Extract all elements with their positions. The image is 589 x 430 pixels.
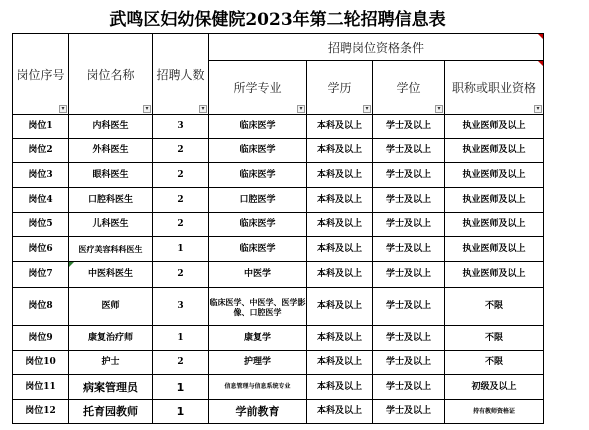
- cell-edu[interactable]: 本科及以上: [307, 188, 373, 213]
- cell-qual[interactable]: 不限: [445, 288, 544, 326]
- cell-count[interactable]: 1: [153, 375, 209, 400]
- table-row[interactable]: [13, 400, 544, 424]
- table-row[interactable]: [13, 139, 544, 163]
- table-row[interactable]: [13, 163, 544, 188]
- header-count[interactable]: 招聘人数 ▾: [153, 34, 209, 115]
- cell-edu[interactable]: 本科及以上: [307, 213, 373, 237]
- cell-qual[interactable]: 不限: [445, 351, 544, 375]
- cell-major[interactable]: 信息管理与信息系统专业: [209, 375, 307, 400]
- cell-major[interactable]: 临床医学、中医学、医学影像、口腔医学: [209, 288, 307, 326]
- comment-marker-icon: [538, 34, 543, 39]
- cell-major[interactable]: 临床医学: [209, 139, 307, 163]
- cell-pos-name[interactable]: 口腔科医生: [69, 188, 153, 213]
- cell-edu[interactable]: 本科及以上: [307, 237, 373, 262]
- cell-qual[interactable]: 不限: [445, 326, 544, 351]
- cell-count[interactable]: 1: [153, 400, 209, 424]
- cell-count[interactable]: 2: [153, 351, 209, 375]
- cell-major[interactable]: 护理学: [209, 351, 307, 375]
- cell-pos-no[interactable]: 岗位1: [13, 115, 69, 139]
- cell-degree[interactable]: 学士及以上: [373, 139, 445, 163]
- cell-qual[interactable]: 执业医师及以上: [445, 262, 544, 288]
- cell-major[interactable]: 康复学: [209, 326, 307, 351]
- header-pos-no[interactable]: 岗位序号 ▾: [13, 34, 69, 115]
- cell-pos-no[interactable]: 岗位4: [13, 188, 69, 213]
- cell-pos-name[interactable]: 托育园教师: [69, 400, 153, 424]
- table-row[interactable]: [13, 288, 544, 326]
- filter-dropdown-icon[interactable]: ▾: [534, 105, 542, 113]
- table-row[interactable]: [13, 351, 544, 375]
- cell-qual[interactable]: 执业医师及以上: [445, 188, 544, 213]
- cell-degree[interactable]: 学士及以上: [373, 163, 445, 188]
- cell-pos-no[interactable]: 岗位8: [13, 288, 69, 326]
- cell-degree[interactable]: 学士及以上: [373, 288, 445, 326]
- header-edu[interactable]: 学历 ▾: [307, 61, 373, 115]
- table-row[interactable]: [13, 188, 544, 213]
- cell-edu[interactable]: 本科及以上: [307, 115, 373, 139]
- table-row[interactable]: [13, 213, 544, 237]
- cell-qual[interactable]: 执业医师及以上: [445, 237, 544, 262]
- cell-count[interactable]: 2: [153, 163, 209, 188]
- cell-count[interactable]: 2: [153, 262, 209, 288]
- cell-pos-name[interactable]: 中医科医生: [69, 262, 153, 288]
- cropped-heading-edge: [62, 0, 212, 7]
- cell-major[interactable]: 临床医学: [209, 237, 307, 262]
- cell-pos-no[interactable]: 岗位11: [13, 375, 69, 400]
- recruitment-table: [12, 33, 544, 424]
- cell-pos-no[interactable]: 岗位9: [13, 326, 69, 351]
- cell-count[interactable]: 1: [153, 326, 209, 351]
- cell-degree[interactable]: 学士及以上: [373, 400, 445, 424]
- cell-qual[interactable]: 持有教师资格证: [445, 400, 544, 424]
- cell-qual[interactable]: 执业医师及以上: [445, 213, 544, 237]
- filter-dropdown-icon[interactable]: ▾: [199, 105, 207, 113]
- cell-count[interactable]: 2: [153, 188, 209, 213]
- table-row[interactable]: [13, 326, 544, 351]
- cell-edu[interactable]: 本科及以上: [307, 139, 373, 163]
- filter-dropdown-icon[interactable]: ▾: [297, 105, 305, 113]
- cell-count[interactable]: 1: [153, 237, 209, 262]
- cell-pos-no[interactable]: 岗位3: [13, 163, 69, 188]
- cell-pos-name[interactable]: 医师: [69, 288, 153, 326]
- cell-pos-no[interactable]: 岗位12: [13, 400, 69, 424]
- cell-pos-no[interactable]: 岗位5: [13, 213, 69, 237]
- cell-pos-name[interactable]: 外科医生: [69, 139, 153, 163]
- header-conditions[interactable]: 招聘岗位资格条件: [209, 34, 544, 61]
- cell-edu[interactable]: 本科及以上: [307, 262, 373, 288]
- cell-pos-name[interactable]: 护士: [69, 351, 153, 375]
- table-row[interactable]: [13, 375, 544, 400]
- cell-degree[interactable]: 学士及以上: [373, 262, 445, 288]
- page-title: 武鸣区妇幼保健院2023年第二轮招聘信息表: [109, 10, 446, 30]
- cell-pos-no[interactable]: 岗位10: [13, 351, 69, 375]
- cell-degree[interactable]: 学士及以上: [373, 213, 445, 237]
- cell-pos-name[interactable]: 医疗美容科科医生: [69, 237, 153, 262]
- header-title-qual[interactable]: 职称或职业资格 ▾: [445, 61, 544, 115]
- cell-major[interactable]: 中医学: [209, 262, 307, 288]
- cell-pos-name[interactable]: 内科医生: [69, 115, 153, 139]
- cell-pos-no[interactable]: 岗位7: [13, 262, 69, 288]
- cell-count[interactable]: 2: [153, 139, 209, 163]
- header-degree[interactable]: 学位 ▾: [373, 61, 445, 115]
- cell-pos-no[interactable]: 岗位6: [13, 237, 69, 262]
- cell-major[interactable]: 临床医学: [209, 213, 307, 237]
- cell-major[interactable]: 学前教育: [209, 400, 307, 424]
- cell-edu[interactable]: 本科及以上: [307, 375, 373, 400]
- cell-qual[interactable]: 执业医师及以上: [445, 139, 544, 163]
- cell-count[interactable]: 3: [153, 115, 209, 139]
- cell-pos-name[interactable]: 眼科医生: [69, 163, 153, 188]
- cell-count[interactable]: 2: [153, 213, 209, 237]
- header-major[interactable]: 所学专业 ▾: [209, 61, 307, 115]
- cell-degree[interactable]: 学士及以上: [373, 237, 445, 262]
- cell-degree[interactable]: 学士及以上: [373, 115, 445, 139]
- comment-marker-icon: [538, 61, 543, 66]
- cell-degree[interactable]: 学士及以上: [373, 375, 445, 400]
- table-row[interactable]: [13, 115, 544, 139]
- filter-dropdown-icon[interactable]: ▾: [363, 105, 371, 113]
- cell-qual[interactable]: 初级及以上: [445, 375, 544, 400]
- cell-edu[interactable]: 本科及以上: [307, 351, 373, 375]
- cell-major[interactable]: 口腔医学: [209, 188, 307, 213]
- cell-pos-name[interactable]: 康复治疗师: [69, 326, 153, 351]
- cell-edu[interactable]: 本科及以上: [307, 288, 373, 326]
- cell-qual[interactable]: 执业医师及以上: [445, 163, 544, 188]
- cell-degree[interactable]: 学士及以上: [373, 351, 445, 375]
- header-pos-name[interactable]: 岗位名称 ▾: [69, 34, 153, 115]
- cell-major[interactable]: 临床医学: [209, 163, 307, 188]
- cell-qual[interactable]: 执业医师及以上: [445, 115, 544, 139]
- cell-marker-icon: [69, 262, 74, 267]
- cell-degree[interactable]: 学士及以上: [373, 188, 445, 213]
- cell-edu[interactable]: 本科及以上: [307, 163, 373, 188]
- cell-pos-no[interactable]: 岗位2: [13, 139, 69, 163]
- table-row[interactable]: [13, 237, 544, 262]
- table-row[interactable]: [13, 262, 544, 288]
- cell-edu[interactable]: 本科及以上: [307, 326, 373, 351]
- filter-dropdown-icon[interactable]: ▾: [435, 105, 443, 113]
- cell-edu[interactable]: 本科及以上: [307, 400, 373, 424]
- cell-major[interactable]: 临床医学: [209, 115, 307, 139]
- cell-pos-name[interactable]: 病案管理员: [69, 375, 153, 400]
- cell-count[interactable]: 3: [153, 288, 209, 326]
- filter-dropdown-icon[interactable]: ▾: [143, 105, 151, 113]
- filter-dropdown-icon[interactable]: ▾: [59, 105, 67, 113]
- cell-pos-name[interactable]: 儿科医生: [69, 213, 153, 237]
- cell-degree[interactable]: 学士及以上: [373, 326, 445, 351]
